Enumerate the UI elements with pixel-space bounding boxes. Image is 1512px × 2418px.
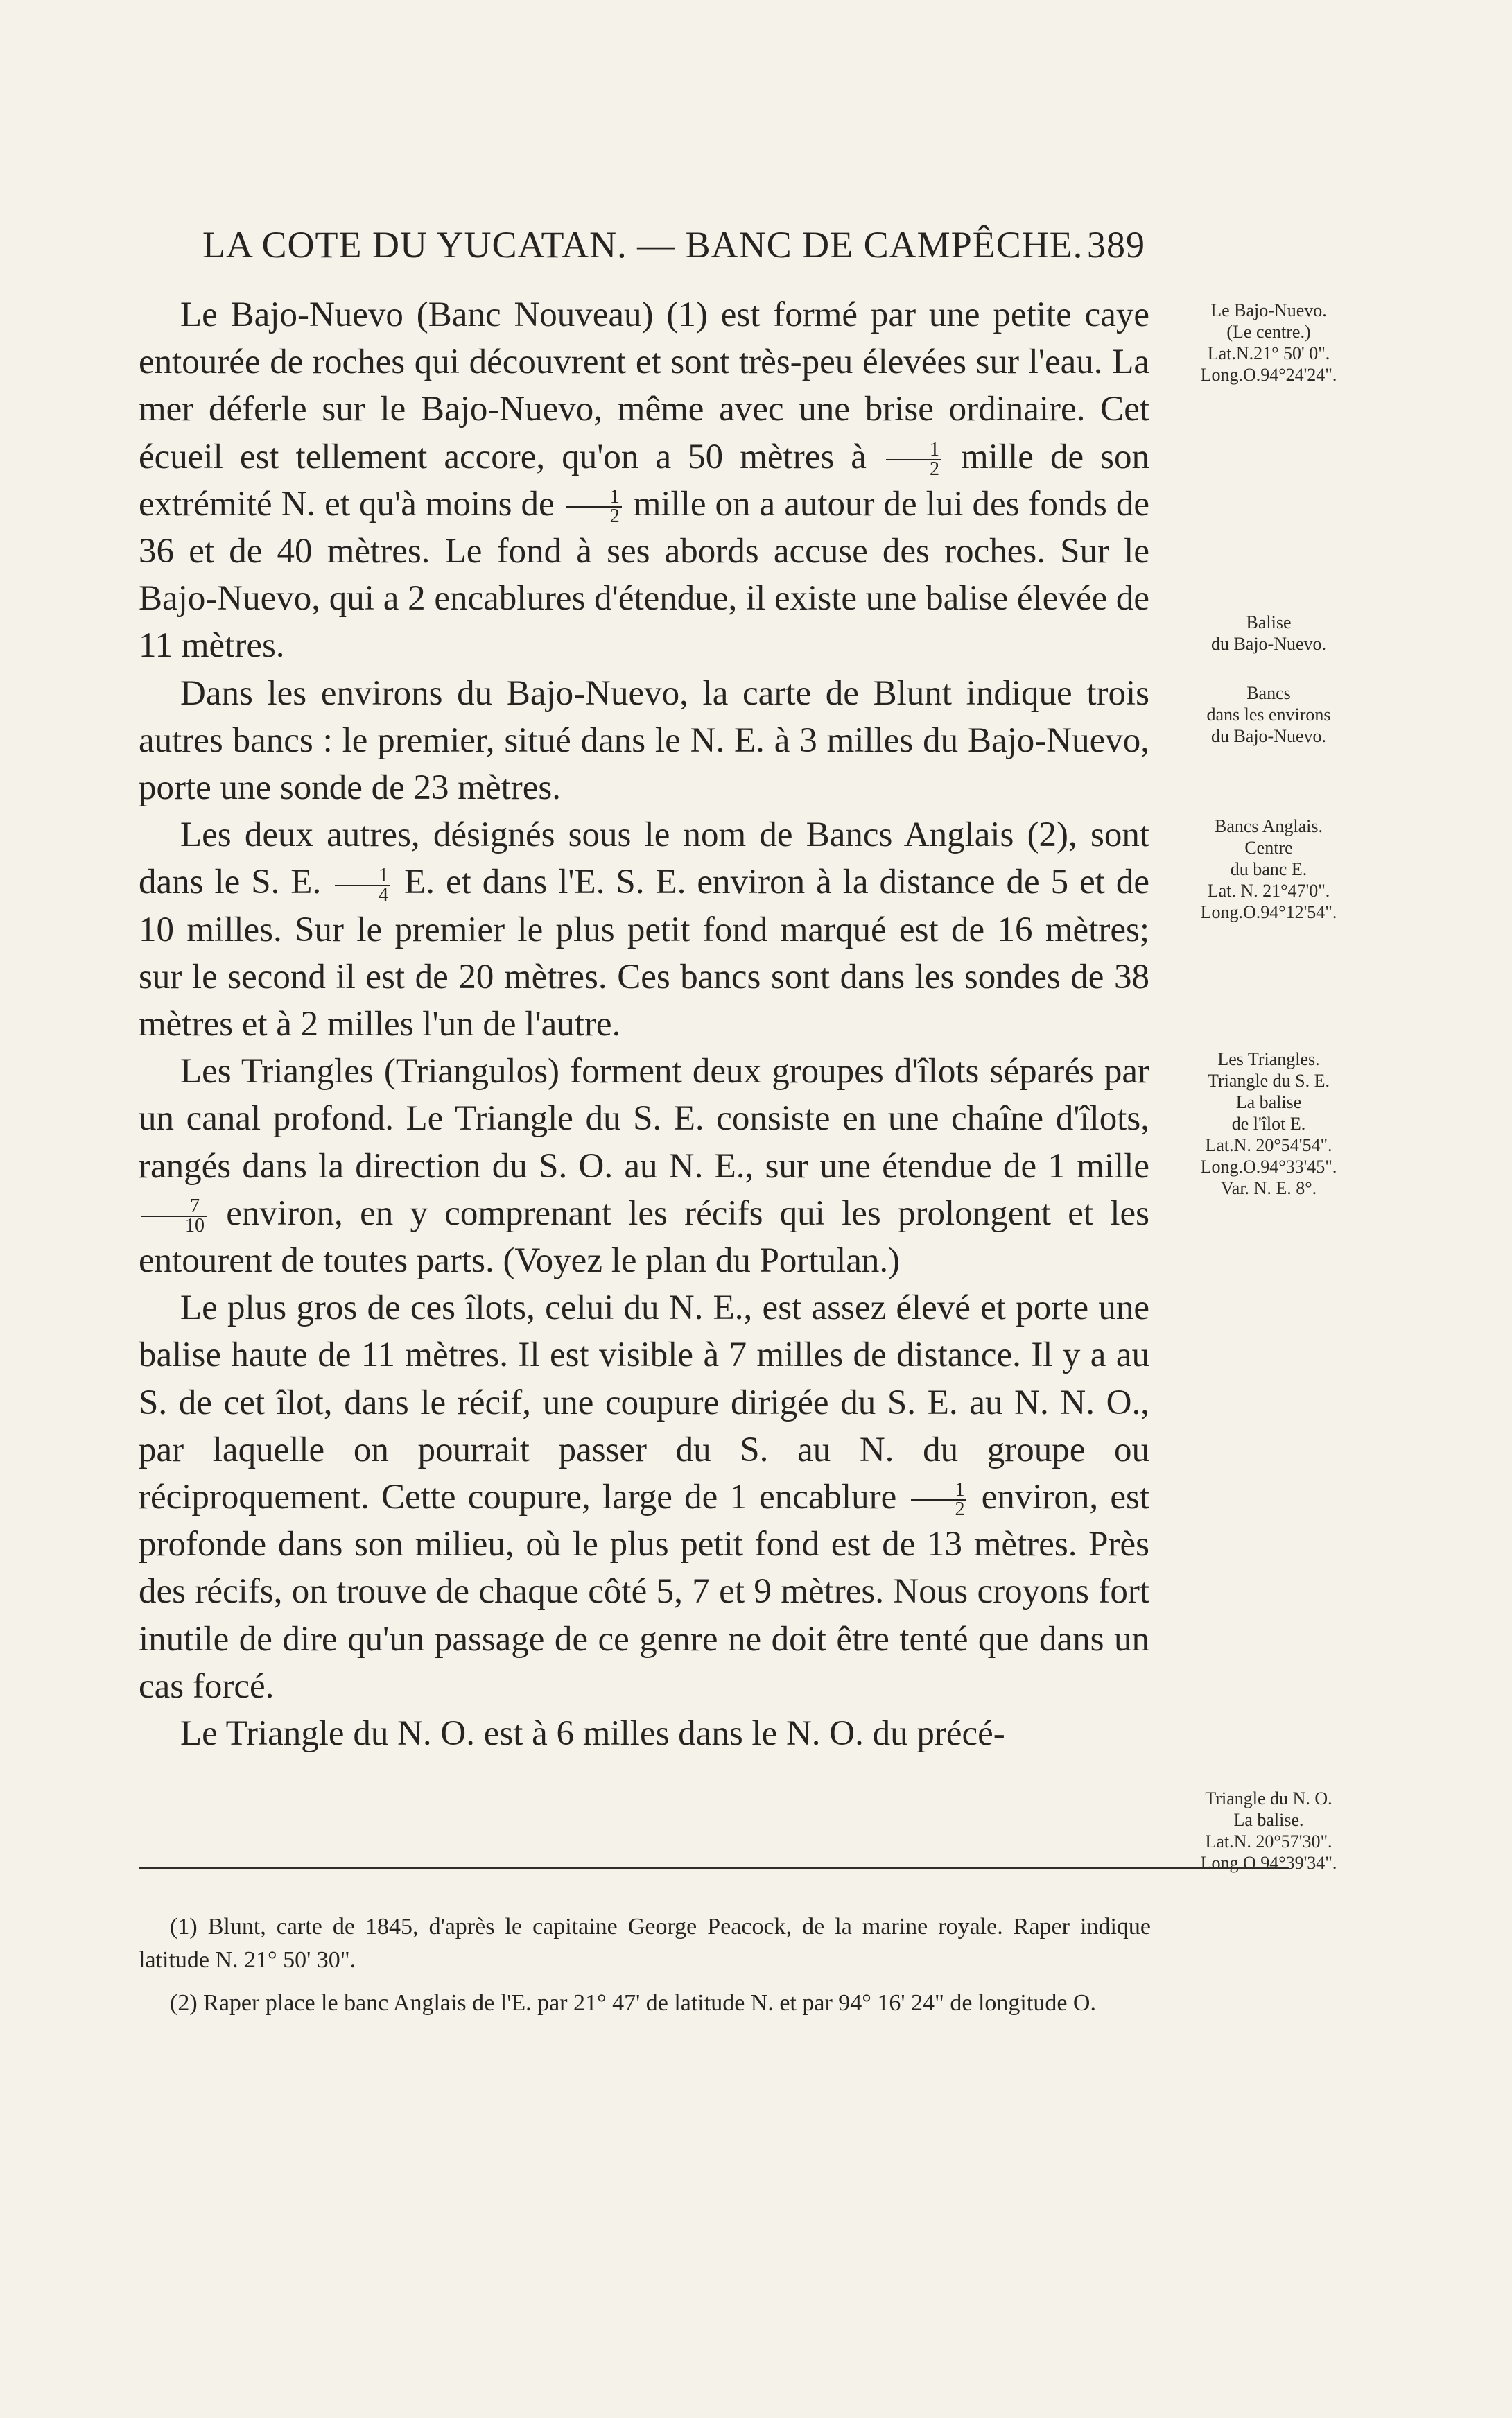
fraction-numerator: 1	[335, 867, 390, 886]
margin-note-line: Triangle du S. E.	[1208, 1071, 1330, 1091]
paragraph-text: E. et dans l'E. S. E. environ à la distance de 5 et de 10 milles. Sur le premier le plus petit fond marqué est de 16 mètres; sur le second il est de 20 mètres. Ces bancs sont dans les sondes de 38 mètres et à 2 milles l'un de l'autre.	[139, 863, 1149, 1044]
fraction	[335, 864, 390, 906]
running-head	[202, 223, 1145, 266]
margin-note-bancs-anglais	[1154, 815, 1383, 923]
fraction-denominator: 4	[379, 883, 389, 906]
paragraph-text: mille on a autour de lui des fonds de 36 et de 40 mètres. Le fond à ses abords accuse des roches. Sur le Bajo-Nuevo, qui a 2 encablures d'étendue, il existe une balise élevée de 11 mètres.	[139, 484, 1149, 666]
margin-note-line: Les Triangles.	[1217, 1049, 1320, 1069]
margin-note-line: Lat.N. 20°57'30".	[1205, 1831, 1332, 1851]
fraction	[141, 1195, 207, 1237]
margin-note-line: Lat.N. 20°54'54".	[1205, 1135, 1332, 1155]
fraction	[886, 438, 941, 480]
paragraph-text: environ, en y comprenant les récifs qui les prolongent et les entourent de toutes parts. (Voyez le plan du Portulan.)	[139, 1193, 1149, 1281]
margin-note-triangles	[1154, 1048, 1383, 1199]
paragraph-text: Les deux autres, désignés sous le nom de Bancs Anglais (2), sont dans le S. E.	[139, 815, 1149, 902]
paragraph-text: mille de son extrémité N. et qu'à moins de	[139, 437, 1149, 524]
margin-note-bancs-environs	[1154, 682, 1383, 747]
margin-note-line: Long.O.94°24'24".	[1200, 365, 1337, 385]
paragraph-environs: Dans les environs du Bajo-Nuevo, la carte de Blunt indique trois autres bancs : le premier, situé dans le N. E. à 3 milles du Bajo-Nuevo, porte une sonde de 23 mètres.	[139, 673, 1149, 808]
fraction-numerator: 1	[886, 441, 941, 460]
paragraph-text: Le plus gros de ces îlots, celui du N. E., est assez élevé et porte une balise haute de 11 mètres. Il est visible à 7 milles de distance. Il y a au S. de cet îlot, dans le récif, une coupure dirigée du S. E. au N. N. O., par laquelle on pourrait passer du S. au N. du groupe ou réciproquement. Cette coupure, large de 1 encablure	[139, 1288, 1149, 1517]
margin-note-line: Centre	[1244, 838, 1293, 858]
paragraph-text: environ, est profonde dans son milieu, où le plus petit fond est de 13 mètres. Près des récifs, on trouve de chaque côté 5, 7 et 9 mètres. Nous croyons fort inutile de dire qu'un passage de ce genre ne doit être tenté que dans un cas forcé.	[139, 1478, 1149, 1706]
paragraph-bancs-anglais	[139, 811, 1149, 1048]
fraction-numerator: 7	[141, 1198, 207, 1217]
margin-note-line: Lat.N.21° 50' 0".	[1207, 343, 1330, 363]
footnote-2: (2) Raper place le banc Anglais de l'E. par 21° 47' de latitude N. et par 94° 16' 24" de longitude O.	[170, 1990, 1096, 2016]
paragraph-triangles	[139, 1048, 1149, 1284]
margin-note-line: Lat. N. 21°47'0".	[1207, 881, 1330, 901]
margin-note-line: Bancs Anglais.	[1215, 816, 1323, 836]
margin-note-line: La balise	[1235, 1092, 1302, 1112]
footnote-1: (1) Blunt, carte de 1845, d'après le capitaine George Peacock, de la marine royale. Raper indique latitude N. 21° 50' 30".	[139, 1914, 1151, 1973]
margin-note-balise	[1154, 612, 1383, 655]
margin-note-line: de l'îlot E.	[1231, 1114, 1306, 1134]
fraction	[566, 488, 622, 526]
margin-note-bajo-nuevo	[1154, 300, 1383, 386]
margin-note-line: Le Bajo-Nuevo.	[1210, 300, 1327, 320]
fraction	[911, 1481, 966, 1519]
margin-note-line: du banc E.	[1230, 859, 1307, 879]
margin-note-line: du Bajo-Nuevo.	[1210, 634, 1327, 654]
fraction-numerator: 1	[911, 1481, 966, 1501]
margin-note-line: La balise.	[1233, 1810, 1304, 1830]
margin-note-line: Long.O.94°12'54".	[1200, 902, 1337, 922]
paragraph-text: Les Triangles (Triangulos) forment deux groupes d'îlots séparés par un canal profond. Le Triangle du S. E. consiste en une chaîne d'îlots, rangés dans la direction du S. O. au N. E., sur une étendue de 1 mille	[139, 1052, 1149, 1186]
running-head-title: LA COTE DU YUCATAN. — BANC DE CAMPÊCHE.	[202, 224, 1084, 266]
fraction-denominator: 2	[609, 506, 620, 528]
body-text	[139, 291, 1149, 1757]
paragraph-text: Le Bajo-Nuevo (Banc Nouveau) (1) est formé par une petite caye entourée de roches qui découvrent et sont très-peu élevées sur l'eau. La mer déferle sur le Bajo-Nuevo, même avec une brise ordinaire. Cet écueil est tellement accore, qu'on a 50 mètres à	[139, 295, 1149, 476]
margin-note-line: Long.O.94°33'45".	[1200, 1157, 1337, 1177]
margin-note-line: Triangle du N. O.	[1205, 1788, 1332, 1808]
fraction-numerator: 1	[566, 488, 622, 508]
footnotes	[139, 1910, 1151, 2030]
margin-note-line: Bancs	[1246, 683, 1291, 703]
page-number: 389	[1087, 224, 1145, 266]
paragraph-ilots	[139, 1284, 1149, 1710]
fraction-denominator: 2	[929, 458, 939, 480]
margin-note-line: (Le centre.)	[1226, 322, 1311, 342]
fraction-denominator: 10	[185, 1215, 205, 1237]
margin-note-line: Balise	[1246, 612, 1292, 632]
margin-note-triangle-no	[1154, 1788, 1383, 1874]
paragraph-bajo-nuevo	[139, 291, 1149, 670]
margin-note-line: Long.O.94°39'34".	[1200, 1853, 1337, 1873]
margin-note-line: du Bajo-Nuevo.	[1210, 726, 1327, 746]
paragraph-triangle-no: Le Triangle du N. O. est à 6 milles dans le N. O. du précé-	[180, 1714, 1005, 1754]
fraction-denominator: 2	[955, 1499, 965, 1521]
margin-note-line: Var. N. E. 8°.	[1220, 1178, 1317, 1198]
footnote-rule	[139, 1867, 1289, 1869]
margin-note-line: dans les environs	[1206, 705, 1331, 725]
